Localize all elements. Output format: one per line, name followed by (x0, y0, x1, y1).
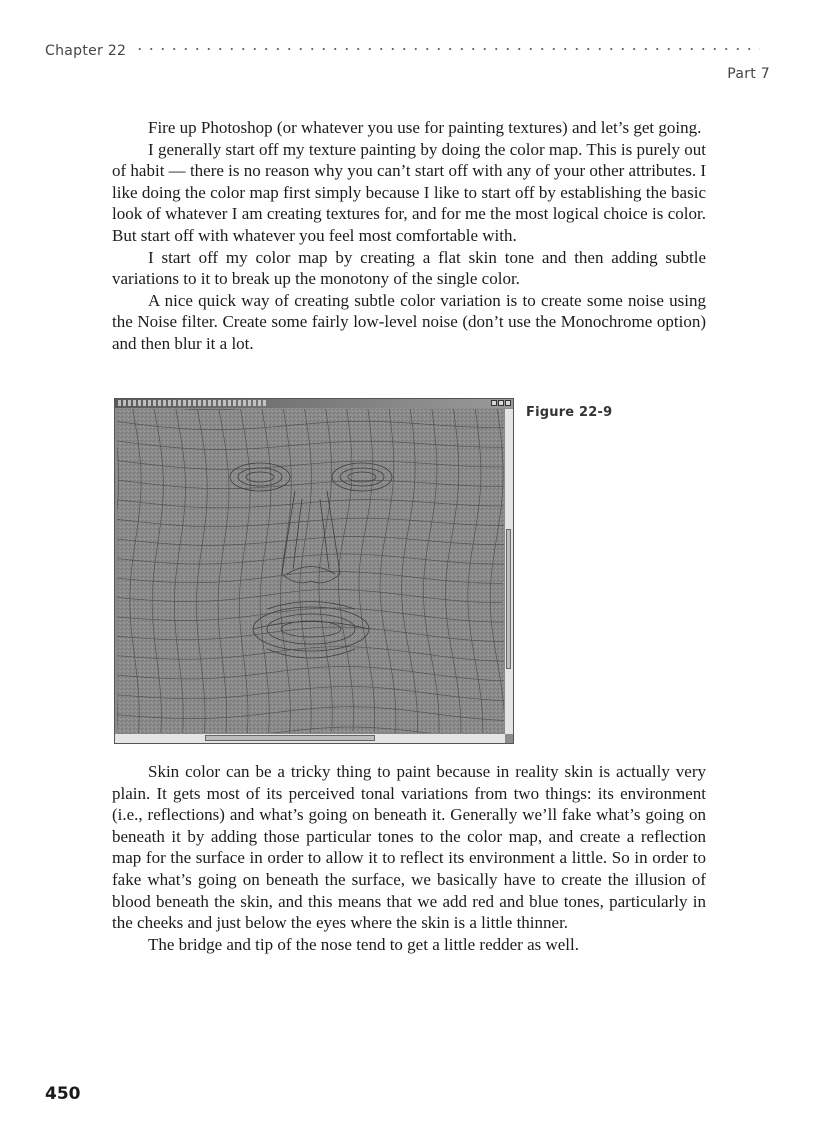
paragraph: The bridge and tip of the nose tend to get a little redder as well. (148, 934, 580, 954)
part-label: Part 7 (727, 66, 770, 82)
running-head (45, 43, 760, 61)
body-text-bottom (112, 761, 706, 955)
face-uv-wireframe (117, 409, 505, 734)
page-number: 450 (45, 1084, 81, 1104)
dot-leader (134, 46, 760, 52)
paragraph: A nice quick way of creating subtle color variation is to create some noise using the Noise filter. Create some fairly low-level noise (don’t use the Monochrome option) and then blur it a lot. (112, 290, 706, 353)
figure-caption: Figure 22-9 (526, 405, 613, 420)
vertical-scrollbar (504, 409, 513, 734)
horizontal-scrollbar (115, 733, 505, 743)
chapter-label: Chapter 22 (45, 43, 127, 59)
paragraph: Fire up Photoshop (or whatever you use for painting textures) and let’s get going. (148, 118, 702, 137)
window-buttons (491, 400, 511, 406)
figure-screenshot (114, 398, 514, 744)
close-icon (505, 400, 511, 406)
body-text-top (112, 117, 706, 355)
paragraph: Skin color can be a tricky thing to paint because in reality skin is actually very plain. It gets most of its perceived tonal variations from two things: its environment (i.e., reflections) and what’s going on beneath it. Generally we’ll fake what’s going on beneath it by adding those particular tones to the color map, and create a reflection map for the surface in order to allow it to reflect its environment a little. So in order to fake what’s going on beneath the surface, we basically have to create the illusion of blood beneath the skin, and this means that we add red and blue tones, particularly in the cheeks and just below the eyes where the skin is a little thinner. (112, 762, 706, 933)
minimize-icon (491, 400, 497, 406)
figure-window-titlebar (115, 399, 513, 408)
paragraph: I generally start off my texture painting by doing the color map. This is purely out of habit — there is no reason why you can’t start off with any of your other attributes. I like doing the color map first simply because I like to start off by establishing the basic look of whatever I am creating textures for, and for me the most logical choice is color. But start off with whatever you feel most comfortable with. (112, 139, 706, 245)
maximize-icon (498, 400, 504, 406)
titlebar-text (118, 400, 268, 406)
paragraph: I start off my color map by creating a flat skin tone and then adding subtle variations to it to break up the monotony of the single color. (112, 247, 706, 289)
scrollbar-thumb (506, 529, 511, 669)
scrollbar-thumb (205, 735, 375, 741)
